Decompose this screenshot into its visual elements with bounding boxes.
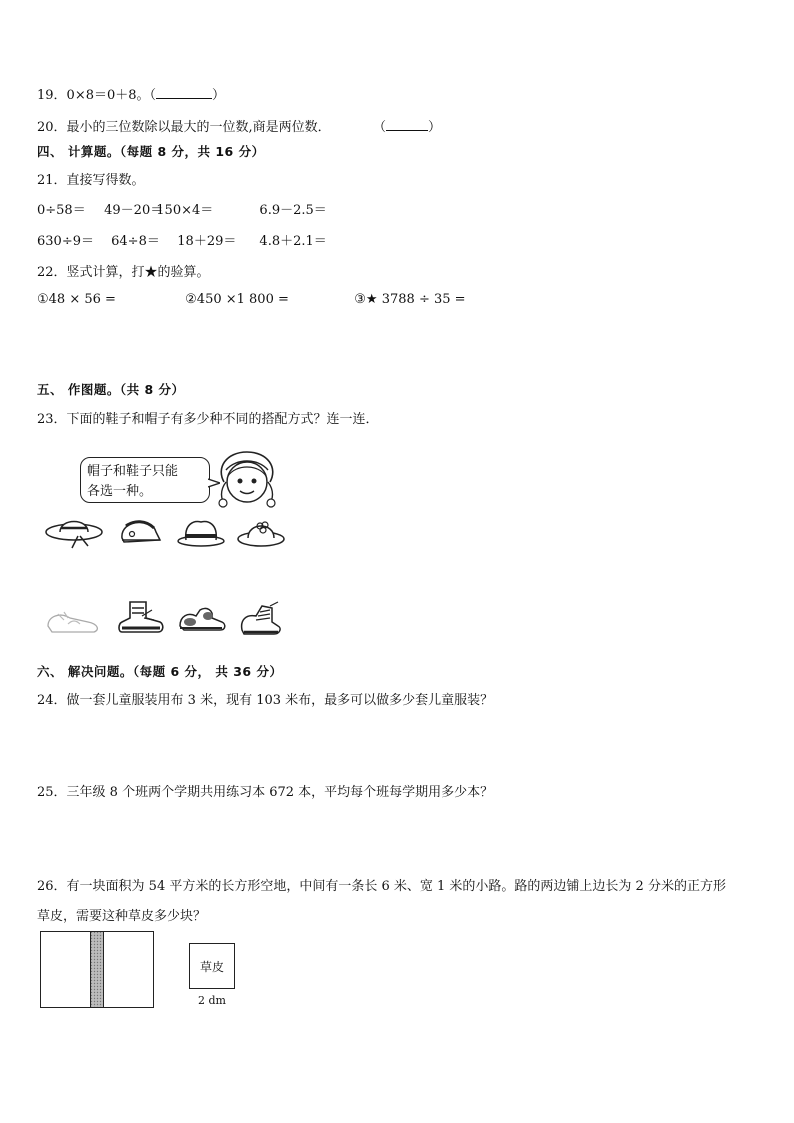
question-19 (37, 84, 225, 103)
q21-item: 18＋29＝ (177, 234, 237, 249)
bubble-line-1: 帽子和鞋子只能 (87, 464, 179, 479)
question-21-text: 21．直接写得数。 (37, 173, 145, 188)
question-25-text: 25．三年级 8 个班两个学期共用练习本 672 本，平均每个班每学期用多少本？ (37, 785, 494, 800)
shoe-3-icon[interactable] (176, 600, 228, 636)
q21-item: 150×4＝ (156, 203, 214, 218)
question-19-text: 19．0×8＝0＋8。（ (37, 88, 157, 103)
bubble-line-2: 各选一种。 (87, 484, 153, 499)
q21-item: 64÷8＝ (111, 234, 160, 249)
q22-item: ③★ 3788 ÷ 35 = (354, 292, 466, 307)
section-6-heading: 六、 解决问题。（每题 6 分， 共 36 分） (37, 664, 283, 679)
shoe-2-icon[interactable] (116, 598, 166, 638)
q21-row-2 (37, 230, 327, 249)
q22-item: ①48 × 56 = (37, 292, 116, 307)
path-strip-icon (90, 931, 104, 1008)
question-26-line-2: 草皮，需要这种草皮多少块？ (37, 909, 207, 924)
question-20-open: （ (372, 120, 386, 135)
grass-tile (189, 943, 235, 989)
q21-item: 4.8＋2.1＝ (259, 234, 327, 249)
question-24-text: 24．做一套儿童服装用布 3 米，现有 103 米布，最多可以做多少套儿童服装？ (37, 693, 494, 708)
question-20 (37, 116, 441, 135)
q22-item: ②450 ×1 800 = (185, 292, 289, 307)
shoe-1-icon[interactable] (44, 604, 102, 636)
girl-illustration-icon (212, 448, 282, 510)
hat-2-icon[interactable] (116, 512, 164, 550)
answer-blank-20[interactable] (386, 120, 428, 131)
q22-items (37, 292, 466, 307)
speech-bubble (80, 457, 210, 503)
hat-1-icon[interactable] (44, 510, 106, 550)
hat-3-icon[interactable] (176, 514, 226, 550)
section-5-heading: 五、 作图题。（共 8 分） (37, 382, 185, 397)
question-19-close: ） (212, 88, 226, 103)
question-20-text: 20．最小的三位数除以最大的一位数,商是两位数． (37, 120, 331, 135)
shoe-4-icon[interactable] (234, 600, 284, 638)
question-22-text: 22．竖式计算，打★的验算。 (37, 265, 210, 280)
q21-row-1 (37, 199, 327, 218)
question-26-line-1: 26．有一块面积为 54 平方米的长方形空地，中间有一条长 6 米、宽 1 米的小路。路的两边铺上边长为 2 分米的正方形 (37, 879, 726, 894)
grass-tile-size: 2 dm (198, 994, 226, 1007)
q21-item: 49－20＝ (104, 203, 164, 218)
q21-item: 0÷58＝ (37, 203, 86, 218)
question-20-close: ） (427, 120, 441, 135)
grass-tile-label: 草皮 (199, 959, 224, 974)
section-4-heading: 四、 计算题。（每题 8 分，共 16 分） (37, 144, 265, 159)
hat-4-icon[interactable] (236, 512, 286, 550)
question-23-text: 23．下面的鞋子和帽子有多少种不同的搭配方式？连一连． (37, 412, 379, 427)
answer-blank-19[interactable] (156, 88, 212, 99)
q21-item: 630÷9＝ (37, 234, 94, 249)
q21-item: 6.9－2.5＝ (259, 203, 327, 218)
